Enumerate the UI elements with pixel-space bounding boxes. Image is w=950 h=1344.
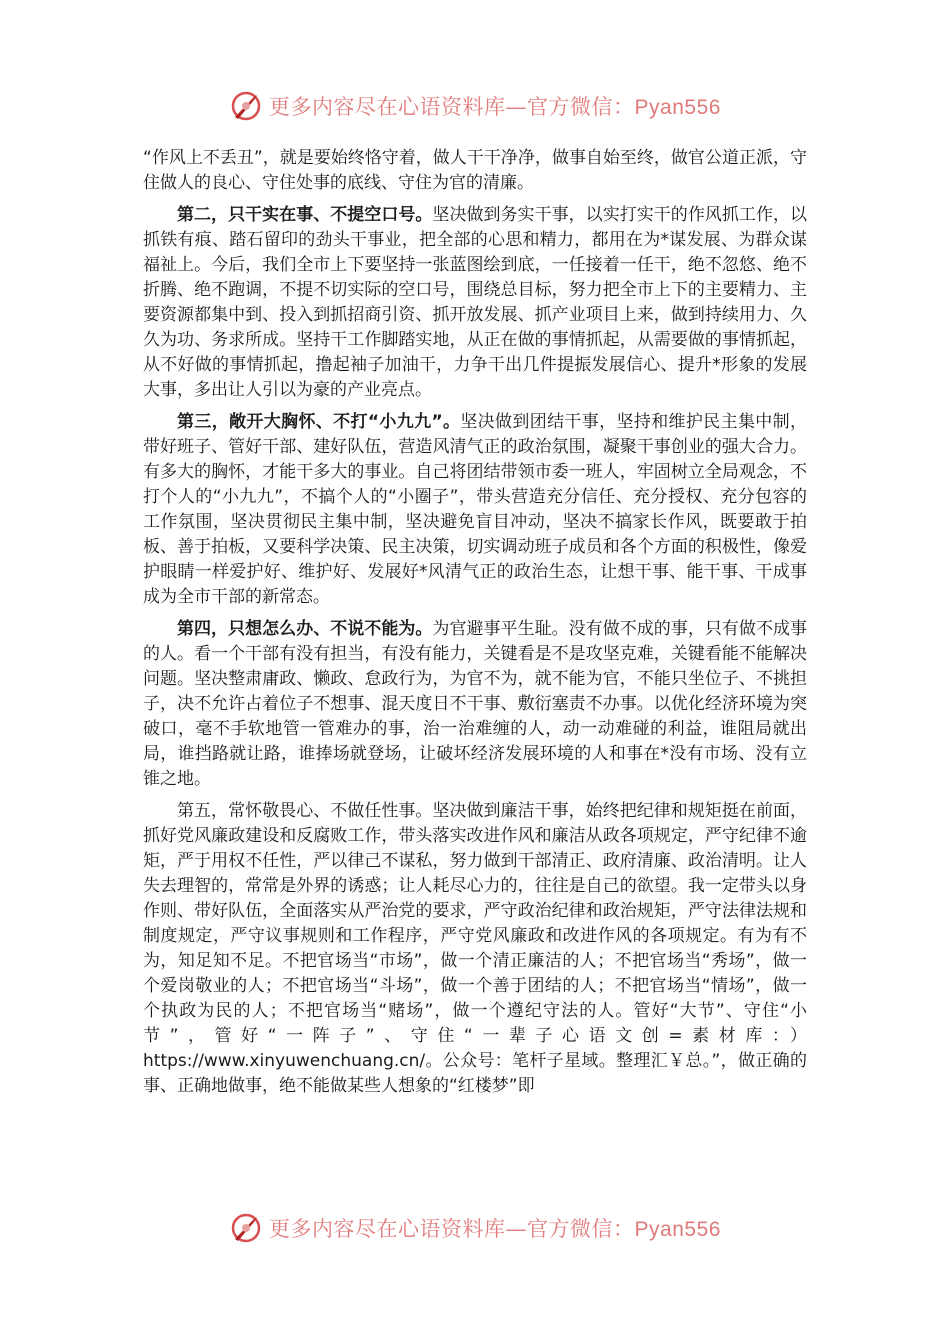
watermark-text: 更多内容尽在心语资料库—官方微信：Pyan556: [269, 1217, 721, 1241]
paragraph-4-lead: 第四，只想怎么办、不说不能为。: [177, 619, 433, 639]
header-watermark: [0, 86, 950, 126]
wechat-id: Pyan556: [634, 96, 721, 119]
paragraph-2-lead: 第二，只干实在事、不提空口号。: [177, 205, 433, 225]
watermark-text: 更多内容尽在心语资料库—官方微信：Pyan556: [269, 95, 721, 119]
paragraph-5: 第五，常怀敬畏心、不做任性事。坚决做到廉洁干事，始终把纪律和规矩挺在前面，抓好党风廉政建设和反腐败工作，带头落实改进作风和廉洁从政各项规定，严守纪律不逾矩，严于用权不任性，严以律己不谋私，努力做到干部清正、政府清廉、政治清明。让人失去理智的，常常是外界的诱惑；让人耗尽心力的，往往是自己的欲望。我一定带头以身作则、带好队伍，全面落实从严治党的要求，严守政治纪律和政治规矩，严守法律法规和制度规定，严守议事规则和工作程序，严守党风廉政和改进作风的各项规定。有为有不为，知足知不足。不把官场当“市场”，做一个清正廉洁的人；不把官场当“秀场”，做一个爱岗敬业的人；不把官场当“斗场”，做一个善于团结的人；不把官场当“情场”，做一个执政为民的人；不把官场当“赌场”，做一个遵纪守法的人。管好“大节”、守住“小节”，管好“一阵子”、守住“一辈子心语文创=素材库：）https://www.xinyuwenchuang.cn/。公众号：笔杆子星域。整理汇￥总。”，做正确的事、正确地做事，绝不能做某些人想象的“红楼梦”即: [143, 801, 807, 1096]
paragraph-3: 第三，敞开大胸怀、不打“小九九”。坚决做到团结干事，坚持和维护民主集中制，带好班子、管好干部、建好队伍，营造风清气正的政治氛围，凝聚干事创业的强大合力。有多大的胸怀，才能干多大的事业。自己将团结带领市委一班人，牢固树立全局观念，不打个人的“小九九”，不搞个人的“小圈子”，带头营造充分信任、充分授权、充分包容的工作氛围，坚决贯彻民主集中制，坚决避免盲目冲动，坚决不搞家长作风，既要敢于拍板、善于拍板，又要科学决策、民主决策，切实调动班子成员和各个方面的积极性，像爱护眼睛一样爱护好、维护好、发展好*风清气正的政治生态，让想干事、能干事、干成事成为全市干部的新常态。: [143, 412, 807, 607]
paragraph-2: 第二，只干实在事、不提空口号。坚决做到务实干事，以实打实干的作风抓工作，以抓铁有痕、踏石留印的劲头干事业，把全部的心思和精力，都用在为*谋发展、为群众谋福祉上。今后，我们全市上下要坚持一张蓝图绘到底，一任接着一任干，绝不忽悠、绝不折腾、绝不跑调，不提不切实际的空口号，围绕总目标，努力把全市上下的主要精力、主要资源都集中到、投入到抓招商引资、抓开放发展、抓产业项目上来，做到持续用力、久久为功、务求所成。坚持干工作脚踏实地，从正在做的事情抓起，从需要做的事情抓起，从不好做的事情抓起，撸起袖子加油干，力争干出几件提振发展信心、提升*形象的发展大事，多出让人引以为豪的产业亮点。: [143, 205, 808, 400]
brush-logo-icon: [229, 1211, 263, 1245]
wechat-id: Pyan556: [634, 1218, 721, 1241]
paragraph-3-lead: 第三，敞开大胸怀、不打“小九九”。: [177, 412, 461, 432]
paragraph-4: 第四，只想怎么办、不说不能为。为官避事平生耻。没有做不成的事，只有做不成事的人。看一个干部有没有担当，有没有能力，关键看是不是攻坚克难，关键看能不能解决问题。坚决整肃庸政、懒政、怠政行为，为官不为，就不能为官，不能只坐位子、不挑担子，决不允许占着位子不想事、混天度日不干事、敷衍塞责不办事。以优化经济环境为突破口，毫不手软地管一管难办的事，治一治难缠的人，动一动难碰的利益，谁阻局就出局，谁挡路就让路，谁捧场就登场，让破坏经济发展环境的人和事在*没有市场、没有立锥之地。: [143, 619, 808, 789]
paragraph-1: “作风上不丢丑”，就是要始终恪守着，做人干干净净，做事自始至终，做官公道正派，守住做人的良心、守住处事的底线、守住为官的清廉。: [143, 148, 807, 193]
document-body: [143, 146, 807, 1106]
footer-watermark: [0, 1208, 950, 1248]
brush-logo-icon: [229, 89, 263, 123]
